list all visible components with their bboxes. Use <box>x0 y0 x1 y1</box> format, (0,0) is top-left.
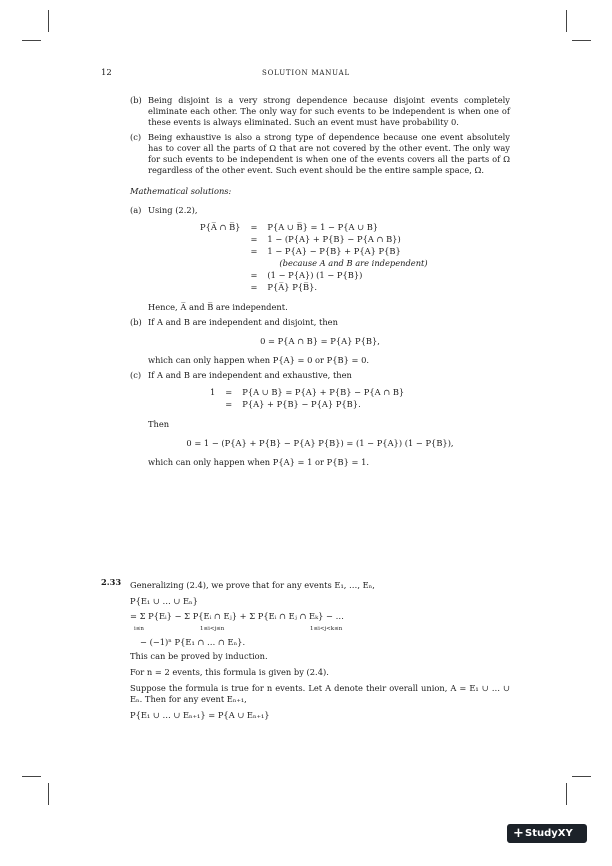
equation-c2: 0 = 1 − (P{A} + P{B} − P{A} P{B}) = (1 − P{A}) (1 − P{B}), <box>186 438 454 448</box>
math-part-b <box>130 317 510 328</box>
equation-block-c <box>210 387 404 411</box>
formula-line-2: − (−1)ⁿ P{E₁ ∩ … ∩ Eₙ}. <box>140 637 246 647</box>
math-part-a <box>130 205 510 216</box>
eq-rhs: 1 − (P{A} + P{B} − P{A ∩ B}) <box>267 234 401 244</box>
equation-block-a <box>200 222 428 294</box>
part-text: Being disjoint is a very strong dependence because disjoint events completely eliminate each other. The only way for such events to be independent is when one of these events is always eliminated. Such an event must have probability 0. <box>148 95 510 127</box>
part-label: (b) <box>130 317 142 327</box>
eq-rhs: (1 − P{A}) (1 − P{B}) <box>267 270 363 280</box>
then-label: Then <box>148 419 170 429</box>
intuitive-part-c <box>130 132 510 176</box>
eq-lhs <box>200 270 250 282</box>
eq-lhs <box>210 399 225 411</box>
eq-lhs <box>200 282 250 294</box>
part-b-conclusion: which can only happen when P{A} = 0 or P{B} = 0. <box>148 355 370 365</box>
eq-op: = <box>225 399 233 409</box>
induction-step: Suppose the formula is true for n events. Let A denote their overall union, A = E₁ ∪ … ∪ Eₙ. Then for any event Eₙ₊₁, <box>130 683 510 704</box>
solution-body <box>130 95 510 471</box>
eq-op: = <box>250 246 258 256</box>
eq-op: = <box>250 270 258 280</box>
part-label: (c) <box>130 370 142 380</box>
brand-name: StudyXY <box>525 828 573 839</box>
eq-op: = <box>225 387 233 397</box>
formula-lhs: P{E₁ ∪ … ∪ Eₙ} <box>130 596 198 606</box>
crop-mark <box>22 776 41 777</box>
eq-lhs <box>200 258 250 270</box>
final-equation: P{E₁ ∪ … ∪ Eₙ₊₁} = P{A ∪ Eₙ₊₁} <box>130 710 270 720</box>
eq-lhs <box>200 234 250 246</box>
eq-rhs: P{A} + P{B} − P{A} P{B}. <box>242 399 361 409</box>
base-case: For n = 2 events, this formula is given by (2.4). <box>130 667 329 677</box>
induction-note: This can be proved by induction. <box>130 651 268 661</box>
math-heading: Mathematical solutions: <box>130 186 232 196</box>
intuitive-part-b <box>130 95 510 128</box>
eq-op: = <box>250 234 258 244</box>
part-intro: If A and B are independent and disjoint, then <box>148 317 338 327</box>
sum-index: 1≤i<j≤n <box>200 626 225 632</box>
eq-note: (because A and B are independent) <box>279 258 428 268</box>
eq-op <box>250 258 257 270</box>
part-c-conclusion: which can only happen when P{A} = 1 or P{B} = 1. <box>148 457 370 467</box>
studyxy-logo <box>507 824 587 843</box>
sum-index: i≤n <box>134 626 144 632</box>
part-intro: Using (2.2), <box>148 205 198 215</box>
eq-lhs <box>200 246 250 258</box>
eq-lhs: 1 <box>210 387 216 397</box>
crop-mark <box>22 40 41 41</box>
eq-rhs: P{A ∪ B̅} = 1 − P{A ∪ B} <box>267 222 379 232</box>
crop-mark <box>566 10 567 32</box>
page-number: 12 <box>101 68 112 78</box>
eq-op: = <box>250 282 258 292</box>
sum-index: 1≤i<j<k≤n <box>310 626 343 632</box>
crop-mark <box>48 10 49 32</box>
part-label: (a) <box>130 205 142 215</box>
formula-line-1: = Σ P{Eᵢ} − Σ P{Eᵢ ∩ Eⱼ} + Σ P{Eᵢ ∩ Eⱼ ∩ Eₖ} − … <box>130 611 344 621</box>
crop-mark <box>48 783 49 805</box>
eq-rhs: P{A̅} P{B̅}. <box>267 282 318 292</box>
eq-lhs: P{A̅ ∩ B̅} <box>200 222 241 232</box>
crop-mark <box>566 783 567 805</box>
crop-mark <box>572 40 591 41</box>
eq-op: = <box>250 222 258 232</box>
plus-icon: + <box>513 826 524 841</box>
eq-rhs: 1 − P{A} − P{B} + P{A} P{B} <box>267 246 401 256</box>
math-part-c <box>130 370 510 381</box>
part-intro: If A and B are independent and exhaustive, then <box>148 370 352 380</box>
problem-number: 2.33 <box>101 577 122 587</box>
running-header: SOLUTION MANUAL <box>262 69 350 77</box>
problem-intro: Generalizing (2.4), we prove that for any events E₁, …, Eₙ, <box>130 580 375 590</box>
part-text: Being exhaustive is also a strong type of dependence because one event absolutely has to cover all the parts of Ω that are not covered by the other event. The only way for such events to be independent is when one of the events covers all the parts of Ω regardless of the other event. Such event should be the entire sample space, Ω. <box>148 132 510 175</box>
equation-b: 0 = P{A ∩ B} = P{A} P{B}, <box>260 336 380 346</box>
sum-indices <box>130 625 510 634</box>
eq-rhs: P{A ∪ B} = P{A} + P{B} − P{A ∩ B} <box>242 387 405 397</box>
crop-mark <box>572 776 591 777</box>
part-a-conclusion: Hence, A̅ and B̅ are independent. <box>148 302 288 312</box>
problem-233 <box>130 577 510 724</box>
part-label: (b) <box>130 95 142 105</box>
part-label: (c) <box>130 132 142 142</box>
